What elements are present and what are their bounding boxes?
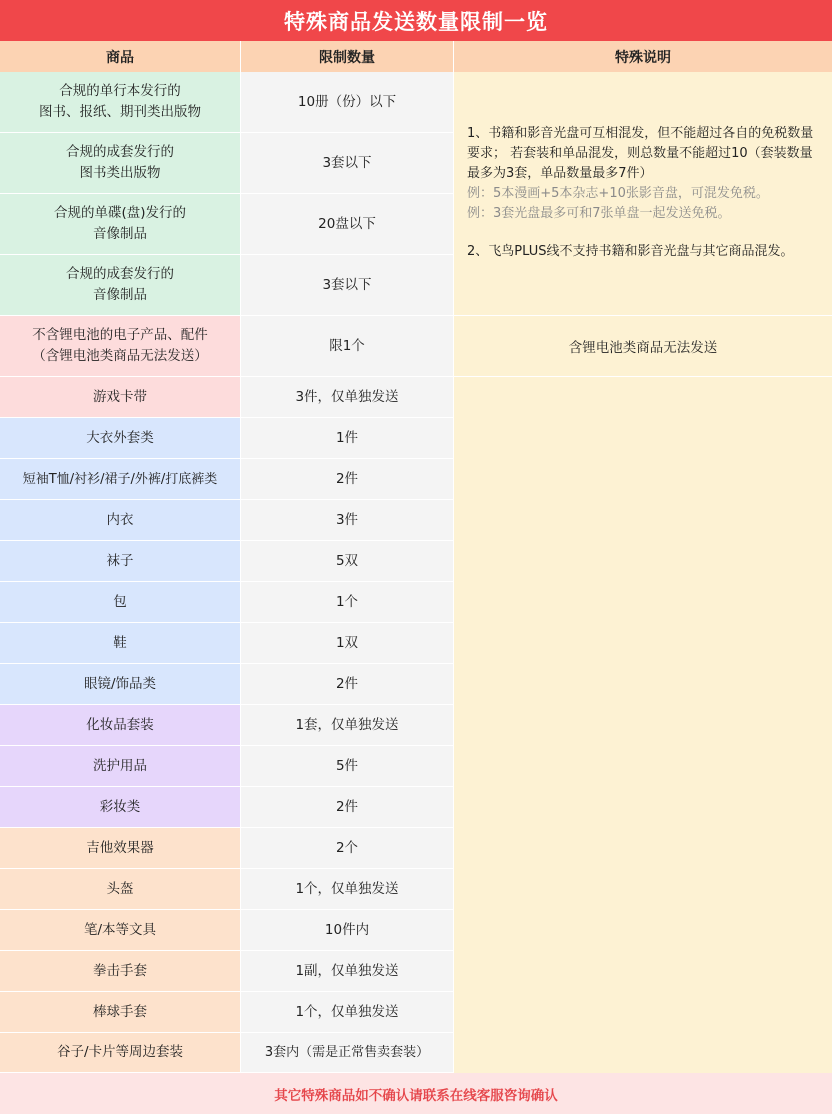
item-cell: 眼镜/饰品类 — [0, 664, 240, 705]
column-header-note: 特殊说明 — [454, 41, 832, 72]
limit-cell: 限1个 — [241, 316, 453, 377]
limit-cell: 5双 — [241, 541, 453, 582]
item-cell: 内衣 — [0, 500, 240, 541]
item-cell: 吉他效果器 — [0, 828, 240, 869]
item-cell: 化妆品套装 — [0, 705, 240, 746]
battery-note: 含锂电池类商品无法发送 — [454, 316, 832, 377]
limit-cell: 1个 — [241, 582, 453, 623]
item-cell: 合规的单行本发行的 图书、报纸、期刊类出版物 — [0, 72, 240, 133]
item-cell: 鞋 — [0, 623, 240, 664]
empty-note-area — [454, 377, 832, 1073]
limit-cell: 2个 — [241, 828, 453, 869]
item-cell: 洗护用品 — [0, 746, 240, 787]
column-header-limit: 限制数量 — [241, 41, 453, 72]
item-cell: 游戏卡带 — [0, 377, 240, 418]
mix-example-2: 例：3套光盘最多可和7张单盘一起发送免税。 — [467, 206, 731, 221]
limit-cell: 3件，仅单独发送 — [241, 377, 453, 418]
item-cell: 袜子 — [0, 541, 240, 582]
limit-cell: 3套以下 — [241, 133, 453, 194]
item-cell: 彩妆类 — [0, 787, 240, 828]
limit-cell: 1件 — [241, 418, 453, 459]
item-cell: 笔/本等文具 — [0, 910, 240, 951]
publications-rule: 1、书籍和影音光盘可互相混发，但不能超过各自的免税数量要求； 若套装和单品混发，则总数量不能超过10（套装数量最多为3套，单品数量最多7件） — [467, 126, 814, 181]
item-cell: 合规的单碟(盘)发行的 音像制品 — [0, 194, 240, 255]
item-cell: 短袖T恤/衬衫/裙子/外裤/打底裤类 — [0, 459, 240, 500]
limit-cell: 2件 — [241, 459, 453, 500]
mix-example-1: 例：5本漫画+5本杂志+10张影音盘，可混发免税。 — [467, 186, 769, 201]
limit-cell: 1个，仅单独发送 — [241, 992, 453, 1033]
column-header-item: 商品 — [0, 41, 240, 72]
limit-cell: 1副，仅单独发送 — [241, 951, 453, 992]
limit-cell: 5件 — [241, 746, 453, 787]
note-spacer — [467, 224, 822, 242]
item-cell: 棒球手套 — [0, 992, 240, 1033]
limit-cell: 1双 — [241, 623, 453, 664]
item-cell: 包 — [0, 582, 240, 623]
publications-note — [454, 72, 832, 316]
item-cell: 不含锂电池的电子产品、配件 （含锂电池类商品无法发送） — [0, 316, 240, 377]
limit-cell: 10册（份）以下 — [241, 72, 453, 133]
item-cell: 合规的成套发行的 音像制品 — [0, 255, 240, 316]
limit-cell: 2件 — [241, 787, 453, 828]
limit-cell: 2件 — [241, 664, 453, 705]
limit-cell: 3套内（需是正常售卖套装） — [241, 1033, 453, 1073]
page-title: 特殊商品发送数量限制一览 — [0, 0, 832, 41]
limit-cell: 3件 — [241, 500, 453, 541]
item-cell: 谷子/卡片等周边套装 — [0, 1033, 240, 1073]
limit-cell: 1套，仅单独发送 — [241, 705, 453, 746]
footer-notice: 其它特殊商品如不确认请联系在线客服咨询确认 — [0, 1073, 832, 1114]
limit-cell: 10件内 — [241, 910, 453, 951]
plus-line-rule: 2、飞鸟PLUS线不支持书籍和影音光盘与其它商品混发。 — [467, 244, 794, 259]
item-cell: 头盔 — [0, 869, 240, 910]
limit-cell: 3套以下 — [241, 255, 453, 316]
limit-cell: 1个，仅单独发送 — [241, 869, 453, 910]
item-cell: 大衣外套类 — [0, 418, 240, 459]
item-cell: 拳击手套 — [0, 951, 240, 992]
item-cell: 合规的成套发行的 图书类出版物 — [0, 133, 240, 194]
limit-cell: 20盘以下 — [241, 194, 453, 255]
